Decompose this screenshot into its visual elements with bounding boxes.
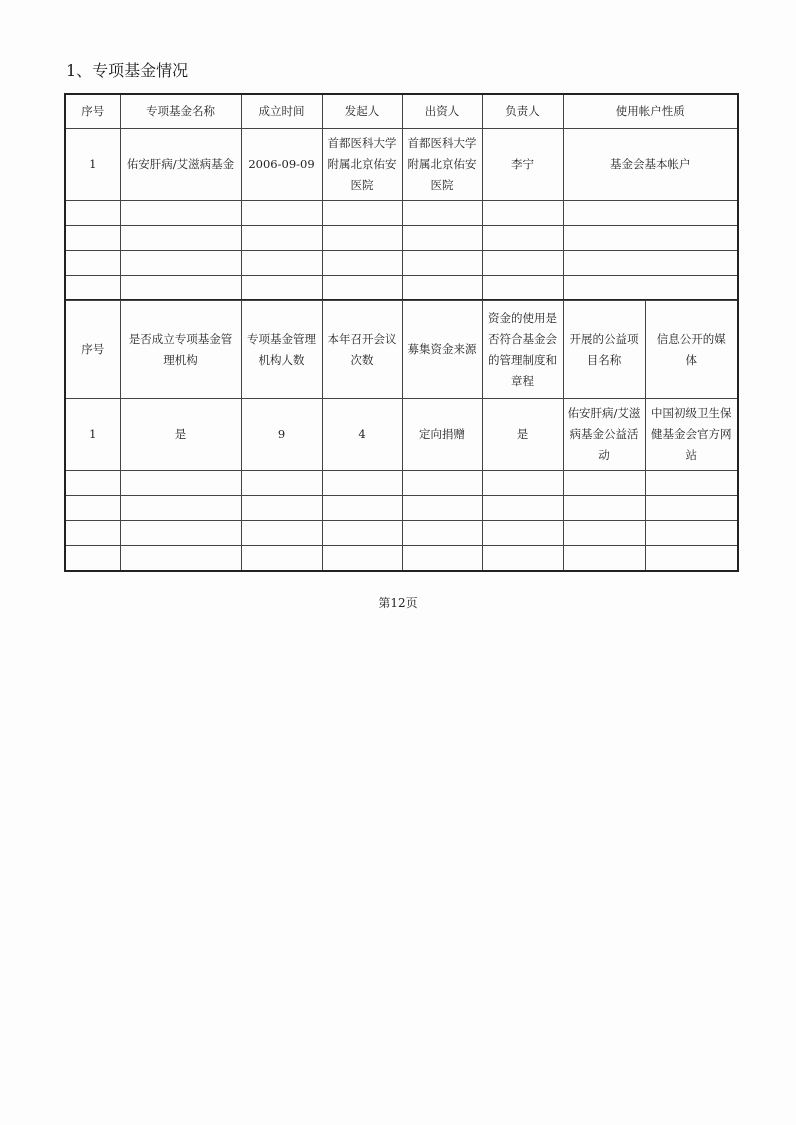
table-cell: 李宁 xyxy=(482,128,563,200)
empty-row xyxy=(65,200,738,225)
header-cell: 序号 xyxy=(65,94,120,128)
header-cell: 是否成立专项基金管 理机构 xyxy=(120,301,241,399)
table-cell: 佑安肝病/艾滋 病基金公益活 动 xyxy=(563,399,645,471)
empty-row xyxy=(65,546,738,571)
page-number: 第12页 xyxy=(378,596,418,610)
table-cell: 中国初级卫生保 健基金会官方网 站 xyxy=(645,399,738,471)
table-cell: 1 xyxy=(65,399,120,471)
empty-row xyxy=(65,225,738,250)
header-cell: 本年召开会议 次数 xyxy=(322,301,402,399)
header-cell: 发起人 xyxy=(322,94,402,128)
table-row xyxy=(65,399,738,471)
table-cell: 是 xyxy=(482,399,563,471)
section-heading: 1、专项基金情况 xyxy=(66,61,189,80)
empty-row xyxy=(65,250,738,275)
table-header-row xyxy=(65,301,738,399)
table-cell: 首都医科大学 附属北京佑安 医院 xyxy=(402,128,482,200)
empty-row xyxy=(65,471,738,496)
table-cell: 首都医科大学 附属北京佑安 医院 xyxy=(322,128,402,200)
header-cell: 专项基金管理 机构人数 xyxy=(241,301,322,399)
table-cell: 9 xyxy=(241,399,322,471)
fund-management-table xyxy=(64,300,739,572)
table-row xyxy=(65,128,738,200)
header-cell: 募集资金来源 xyxy=(402,301,482,399)
fund-info-table xyxy=(64,93,739,301)
header-cell: 出资人 xyxy=(402,94,482,128)
table-cell: 4 xyxy=(322,399,402,471)
header-cell: 开展的公益项 目名称 xyxy=(563,301,645,399)
table-cell: 基金会基本帐户 xyxy=(563,128,738,200)
empty-row xyxy=(65,496,738,521)
header-cell: 使用帐户性质 xyxy=(563,94,738,128)
header-cell: 序号 xyxy=(65,301,120,399)
header-cell: 专项基金名称 xyxy=(120,94,241,128)
table-cell: 2006-09-09 xyxy=(241,128,322,200)
empty-row xyxy=(65,275,738,300)
header-cell: 信息公开的媒 体 xyxy=(645,301,738,399)
table-cell: 定向捐赠 xyxy=(402,399,482,471)
table-cell: 1 xyxy=(65,128,120,200)
header-cell: 资金的使用是 否符合基金会 的管理制度和 章程 xyxy=(482,301,563,399)
table-cell: 是 xyxy=(120,399,241,471)
table-header-row xyxy=(65,94,738,128)
header-cell: 成立时间 xyxy=(241,94,322,128)
empty-row xyxy=(65,521,738,546)
header-cell: 负责人 xyxy=(482,94,563,128)
table-cell: 佑安肝病/艾滋病基金 xyxy=(120,128,241,200)
